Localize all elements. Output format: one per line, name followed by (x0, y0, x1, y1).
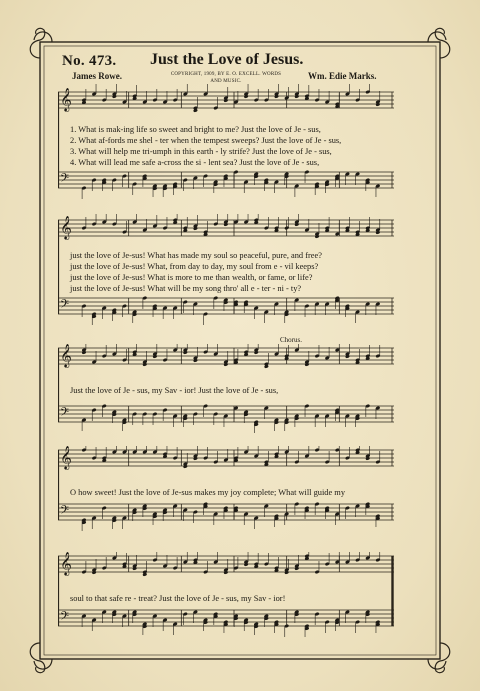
bass-clef-icon: 𝄢 (60, 298, 70, 314)
lyric-line: O how sweet! Just the love of Je-sus makes my joy complete; What will guide my (70, 488, 346, 497)
treble-staff (58, 84, 394, 113)
treble-staff (58, 446, 394, 470)
music-system-1 (58, 84, 394, 204)
hymn-title: Just the Love of Jesus. (150, 51, 304, 68)
bass-staff (58, 170, 394, 199)
bass-staff (58, 404, 394, 433)
treble-staff (58, 344, 394, 369)
treble-clef-icon: 𝄞 (60, 344, 72, 367)
chorus-label: Chorus. (280, 336, 302, 344)
bass-staff (58, 610, 394, 637)
lyric-line: just the love of Je-sus! What, from day to day, my soul from e - vil keeps? (70, 262, 319, 271)
music-staff-pair (58, 446, 394, 550)
copyright-notice: COPYRIGHT, 1909, BY E. O. EXCELL. WORDS AND MUSIC. (170, 72, 282, 84)
treble-clef-icon: 𝄞 (60, 446, 72, 469)
bass-clef-icon: 𝄢 (60, 172, 70, 188)
lyricist: James Rowe. (72, 71, 122, 81)
music-staff-pair (58, 344, 394, 448)
bass-staff (58, 502, 394, 531)
corner-scroll-bottom-right (428, 643, 450, 673)
lyric-line: 4. What will lead me safe a-cross the si - lent sea? Just the love of Je - sus, (70, 158, 320, 167)
treble-staff (58, 214, 394, 240)
treble-clef-icon: 𝄞 (60, 87, 72, 111)
corner-scroll-bottom-left (30, 643, 52, 673)
lyric-line: 3. What will help me tri-umph in this earth - ly strife? Just the love of Je - sus, (70, 147, 332, 156)
treble-clef-icon: 𝄞 (60, 215, 72, 239)
corner-scroll-top-left (30, 28, 52, 58)
bass-staff (58, 296, 394, 325)
hymn-number: No. 473. (62, 53, 117, 69)
bass-clef-icon: 𝄢 (60, 610, 70, 626)
treble-clef-icon: 𝄞 (60, 552, 72, 575)
composer: Wm. Edie Marks. (308, 71, 377, 81)
lyric-line: Just the love of Je - sus, my Sav - ior! Just the love of Je - sus, (70, 386, 279, 395)
lyric-line: just the love of Je-sus! What has made my soul so peaceful, pure, and free? (70, 251, 322, 260)
music-system-3 (58, 336, 394, 440)
lyric-line: 1. What is mak-ing life so sweet and bright to me? Just the love of Je - sus, (70, 125, 321, 134)
bass-clef-icon: 𝄢 (60, 504, 70, 520)
treble-staff (58, 552, 394, 577)
music-system-2 (58, 214, 394, 334)
music-system-5 (58, 552, 394, 656)
lyric-line: just the love of Je-sus! What will be my song thro' all e - ter - ni - ty? (70, 284, 302, 293)
lyric-line: 2. What af-fords me shel - ter when the tempest sweeps? Just the love of Je - sus, (70, 136, 342, 145)
corner-scroll-top-right (428, 28, 450, 58)
music-staff-pair (58, 552, 394, 656)
lyric-line: just the love of Je-sus! What is more to me than wealth, or fame, or life? (70, 273, 313, 282)
lyric-line: soul to that safe re - treat? Just the love of Je - sus, my Sav - ior! (70, 594, 286, 603)
music-system-4 (58, 446, 394, 550)
bass-clef-icon: 𝄢 (60, 406, 70, 422)
